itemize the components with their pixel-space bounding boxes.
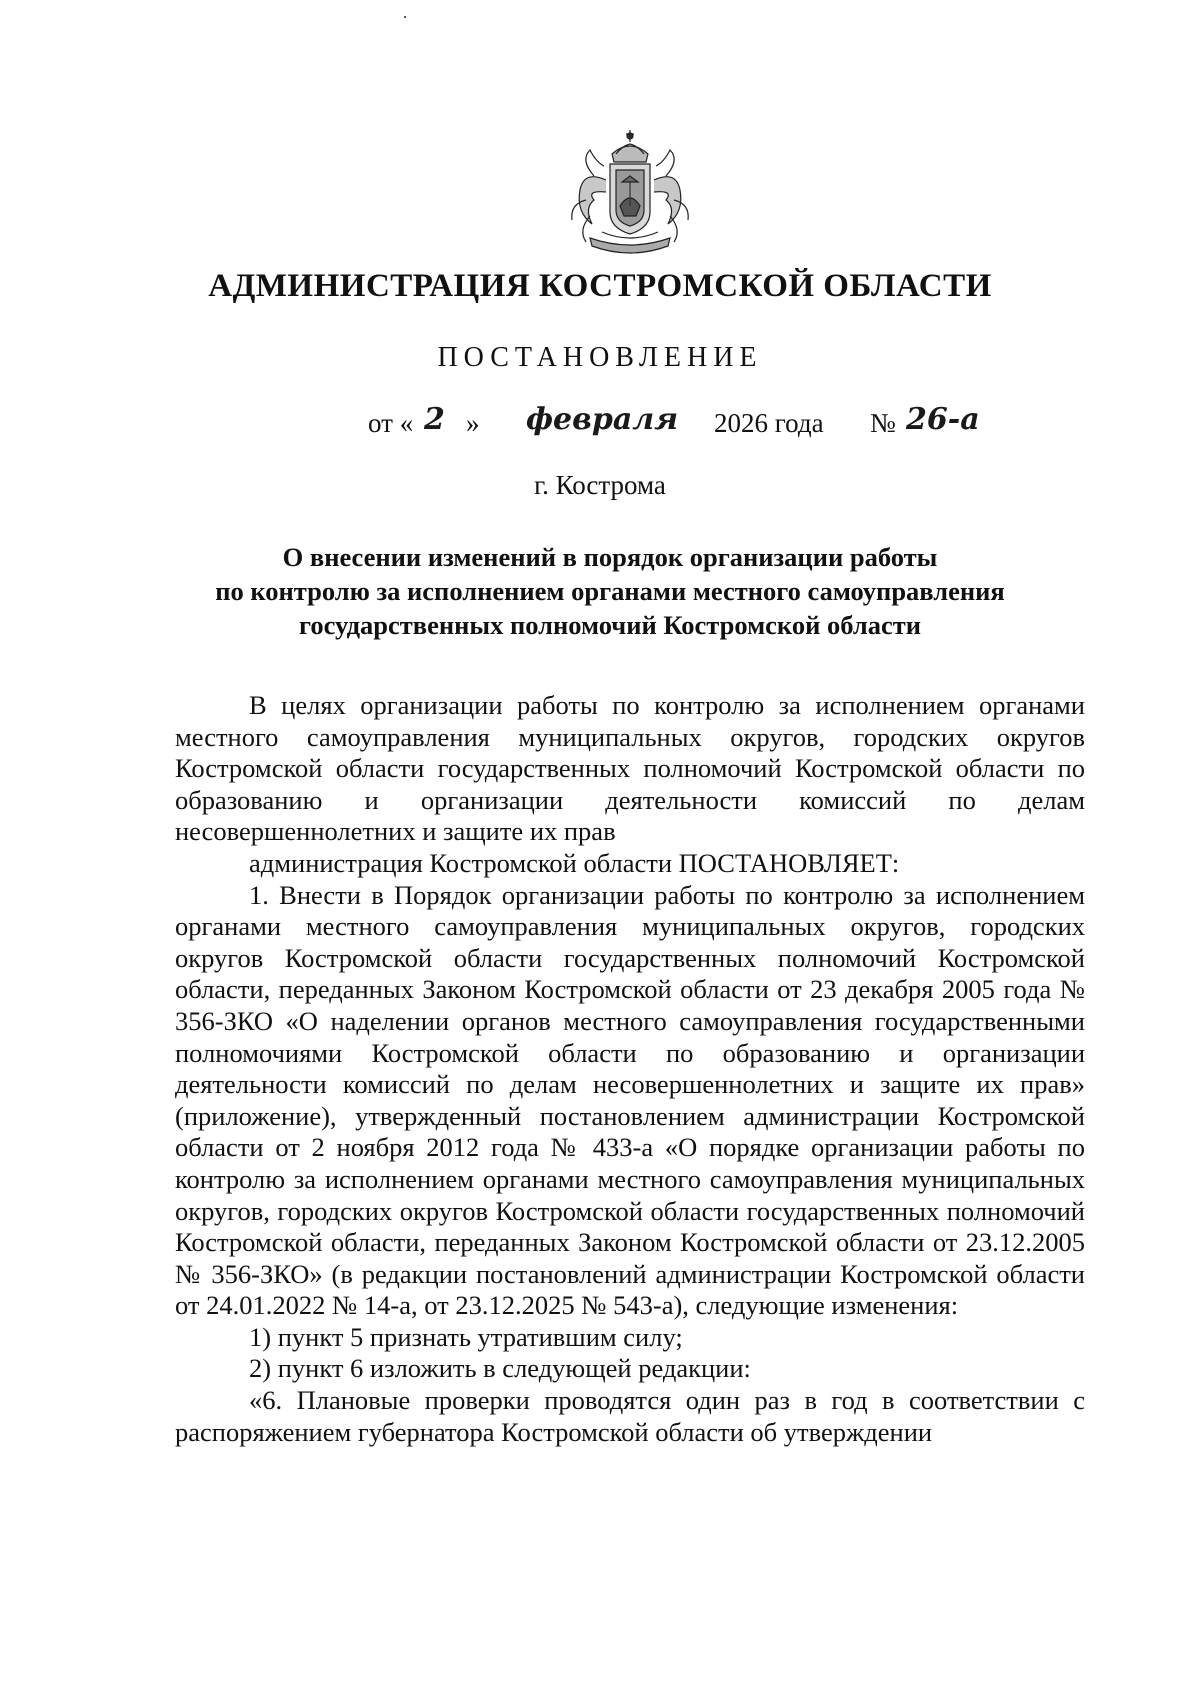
date-prefix: от « [368, 408, 414, 438]
subject-line: О внесении изменений в порядок организации работы [282, 542, 938, 572]
subclause-1: 1) пункт 5 признать утратившим силу; [249, 1321, 683, 1352]
scan-speck [404, 16, 406, 18]
subject-line: по контролю за исполнением органами местного самоуправления [215, 576, 1005, 606]
subject-line: государственных полномочий Костромской области [299, 610, 921, 640]
document-type: ПОСТАНОВЛЕНИЕ [437, 342, 763, 373]
organization-name: АДМИНИСТРАЦИЯ КОСТРОМСКОЙ ОБЛАСТИ [208, 268, 992, 304]
document-body [175, 690, 1085, 1448]
preamble-paragraph: В целях организации работы по контролю за исполнением органами местного самоуправления муниципальных округов, городских округов Костромской области государственных полномочий Костромской области по образованию и организации деятельности комиссий по делам несовершеннолетних и защите их прав [175, 690, 1085, 847]
date-year: 2026 года [714, 408, 824, 438]
date-month-handwritten: февраля [526, 402, 679, 437]
resolves-paragraph: администрация Костромской области ПОСТАНОВЛЯЕТ: [249, 847, 900, 878]
document-subject [150, 540, 1070, 642]
date-day-handwritten: 2 [424, 402, 445, 437]
date-line [368, 400, 1028, 450]
document-number-handwritten: 26-а [906, 402, 980, 437]
subclause-2: 2) пункт 6 изложить в следующей редакции: [249, 1353, 751, 1384]
city: г. Кострома [534, 470, 666, 500]
number-sign: № [870, 408, 896, 438]
kostroma-coat-of-arms-icon [550, 120, 710, 260]
clause-6-paragraph: «6. Плановые проверки проводятся один раз в год в соответствии с распоряжением губернатора Костромской области об утверждении [175, 1385, 1085, 1447]
clause-1-paragraph: 1. Внести в Порядок организации работы по контролю за исполнением органами местного самоуправления муниципальных округов, городских округов Костромской области государственных полномочий Костромской области, переданных Законом Костромской области от 23 декабря 2005 года № 356-ЗКО «О наделении органов местного самоуправления государственными полномочиями Костромской области по образованию и организации деятельности комиссий по делам несовершеннолетних и защите их прав» (приложение), утвержденный постановлением администрации Костромской области от 2 ноября 2012 года № 433-а «О порядке организации работы по контролю за исполнением органами местного самоуправления муниципальных округов, городских округов Костромской области государственных полномочий Костромской области, переданных Законом Костромской области от 23.12.2005 № 356-ЗКО» (в редакции постановлений администрации Костромской области от 24.01.2022 № 14-а, от 23.12.2025 № 543-а), следующие изменения: [175, 879, 1085, 1321]
date-quote-close: » [466, 408, 480, 438]
